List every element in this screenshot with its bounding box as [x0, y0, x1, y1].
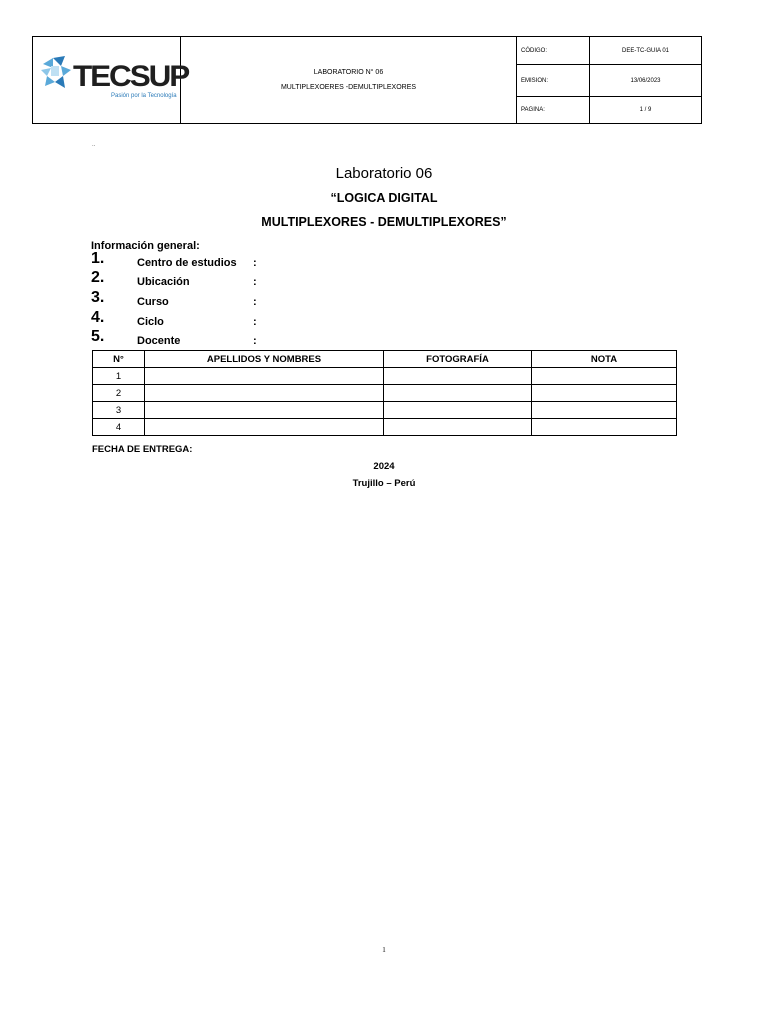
info-item-colon: : — [253, 316, 257, 328]
page-number: 1 — [382, 946, 386, 954]
row-number: 3 — [93, 402, 145, 419]
table-row — [93, 385, 677, 402]
year: 2024 — [373, 461, 395, 472]
row-photo[interactable] — [384, 419, 532, 436]
info-heading: Información general: — [91, 240, 200, 252]
pagina-label: PAGINA: — [517, 97, 590, 124]
info-item-label: Docente — [137, 335, 181, 347]
info-item-number: 4. — [91, 309, 105, 326]
info-item-label: Ciclo — [137, 316, 164, 328]
row-grade[interactable] — [532, 368, 677, 385]
row-name[interactable] — [145, 368, 384, 385]
info-item-label: Ubicación — [137, 276, 190, 288]
row-name[interactable] — [145, 419, 384, 436]
info-item-colon: : — [253, 257, 257, 269]
row-grade[interactable] — [532, 385, 677, 402]
header-title-cell — [181, 37, 517, 124]
tiny-mark: .. — [92, 142, 96, 148]
header-names: APELLIDOS Y NOMBRES — [145, 351, 384, 368]
info-item-colon: : — [253, 335, 257, 347]
students-table — [92, 350, 677, 436]
row-grade[interactable] — [532, 419, 677, 436]
row-photo[interactable] — [384, 402, 532, 419]
subtitle-logica-digital: “LOGICA DIGITAL — [330, 191, 438, 205]
info-item-label: Centro de estudios — [137, 257, 237, 269]
header-photo: FOTOGRAFÍA — [384, 351, 532, 368]
row-photo[interactable] — [384, 368, 532, 385]
subtitle-multiplexores: MULTIPLEXORES - DEMULTIPLEXORES” — [261, 215, 507, 229]
logo-tagline: Pasión por la Tecnología — [111, 93, 177, 99]
row-photo[interactable] — [384, 385, 532, 402]
codigo-label: CÓDIGO: — [517, 37, 590, 65]
lab-title: Laboratorio 06 — [335, 165, 433, 182]
document-header — [32, 36, 702, 124]
delivery-date-label: FECHA DE ENTREGA: — [92, 444, 193, 455]
info-item-colon: : — [253, 296, 257, 308]
emision-label: EMISION: — [517, 65, 590, 97]
table-row — [93, 402, 677, 419]
logo-text: TECSUP — [73, 60, 189, 93]
info-item-number: 1. — [91, 250, 105, 267]
header-number: N° — [93, 351, 145, 368]
info-item-number: 3. — [91, 289, 105, 306]
emision-value: 13/06/2023 — [590, 65, 702, 97]
header-grade: NOTA — [532, 351, 677, 368]
header-title-line1: LABORATORIO N° 06 — [313, 69, 384, 76]
table-row — [93, 368, 677, 385]
tecsup-logo — [39, 50, 189, 110]
row-number: 2 — [93, 385, 145, 402]
header-title-line2: MULTIPLEXOERES -DEMULTIPLEXORES — [280, 84, 417, 91]
row-name[interactable] — [145, 385, 384, 402]
table-header-row — [93, 351, 677, 368]
row-number: 4 — [93, 419, 145, 436]
logo-cell — [33, 37, 189, 124]
codigo-value: DEE-TC-GUIA 01 — [590, 37, 702, 65]
info-item-number: 5. — [91, 328, 105, 345]
row-name[interactable] — [145, 402, 384, 419]
info-item-number: 2. — [91, 269, 105, 286]
row-number: 1 — [93, 368, 145, 385]
tecsup-logo-icon — [39, 50, 75, 94]
pagina-value: 1 / 9 — [590, 97, 702, 124]
info-item-label: Curso — [137, 296, 169, 308]
table-row — [93, 419, 677, 436]
row-grade[interactable] — [532, 402, 677, 419]
city: Trujillo – Perú — [352, 478, 416, 489]
info-item-colon: : — [253, 276, 257, 288]
